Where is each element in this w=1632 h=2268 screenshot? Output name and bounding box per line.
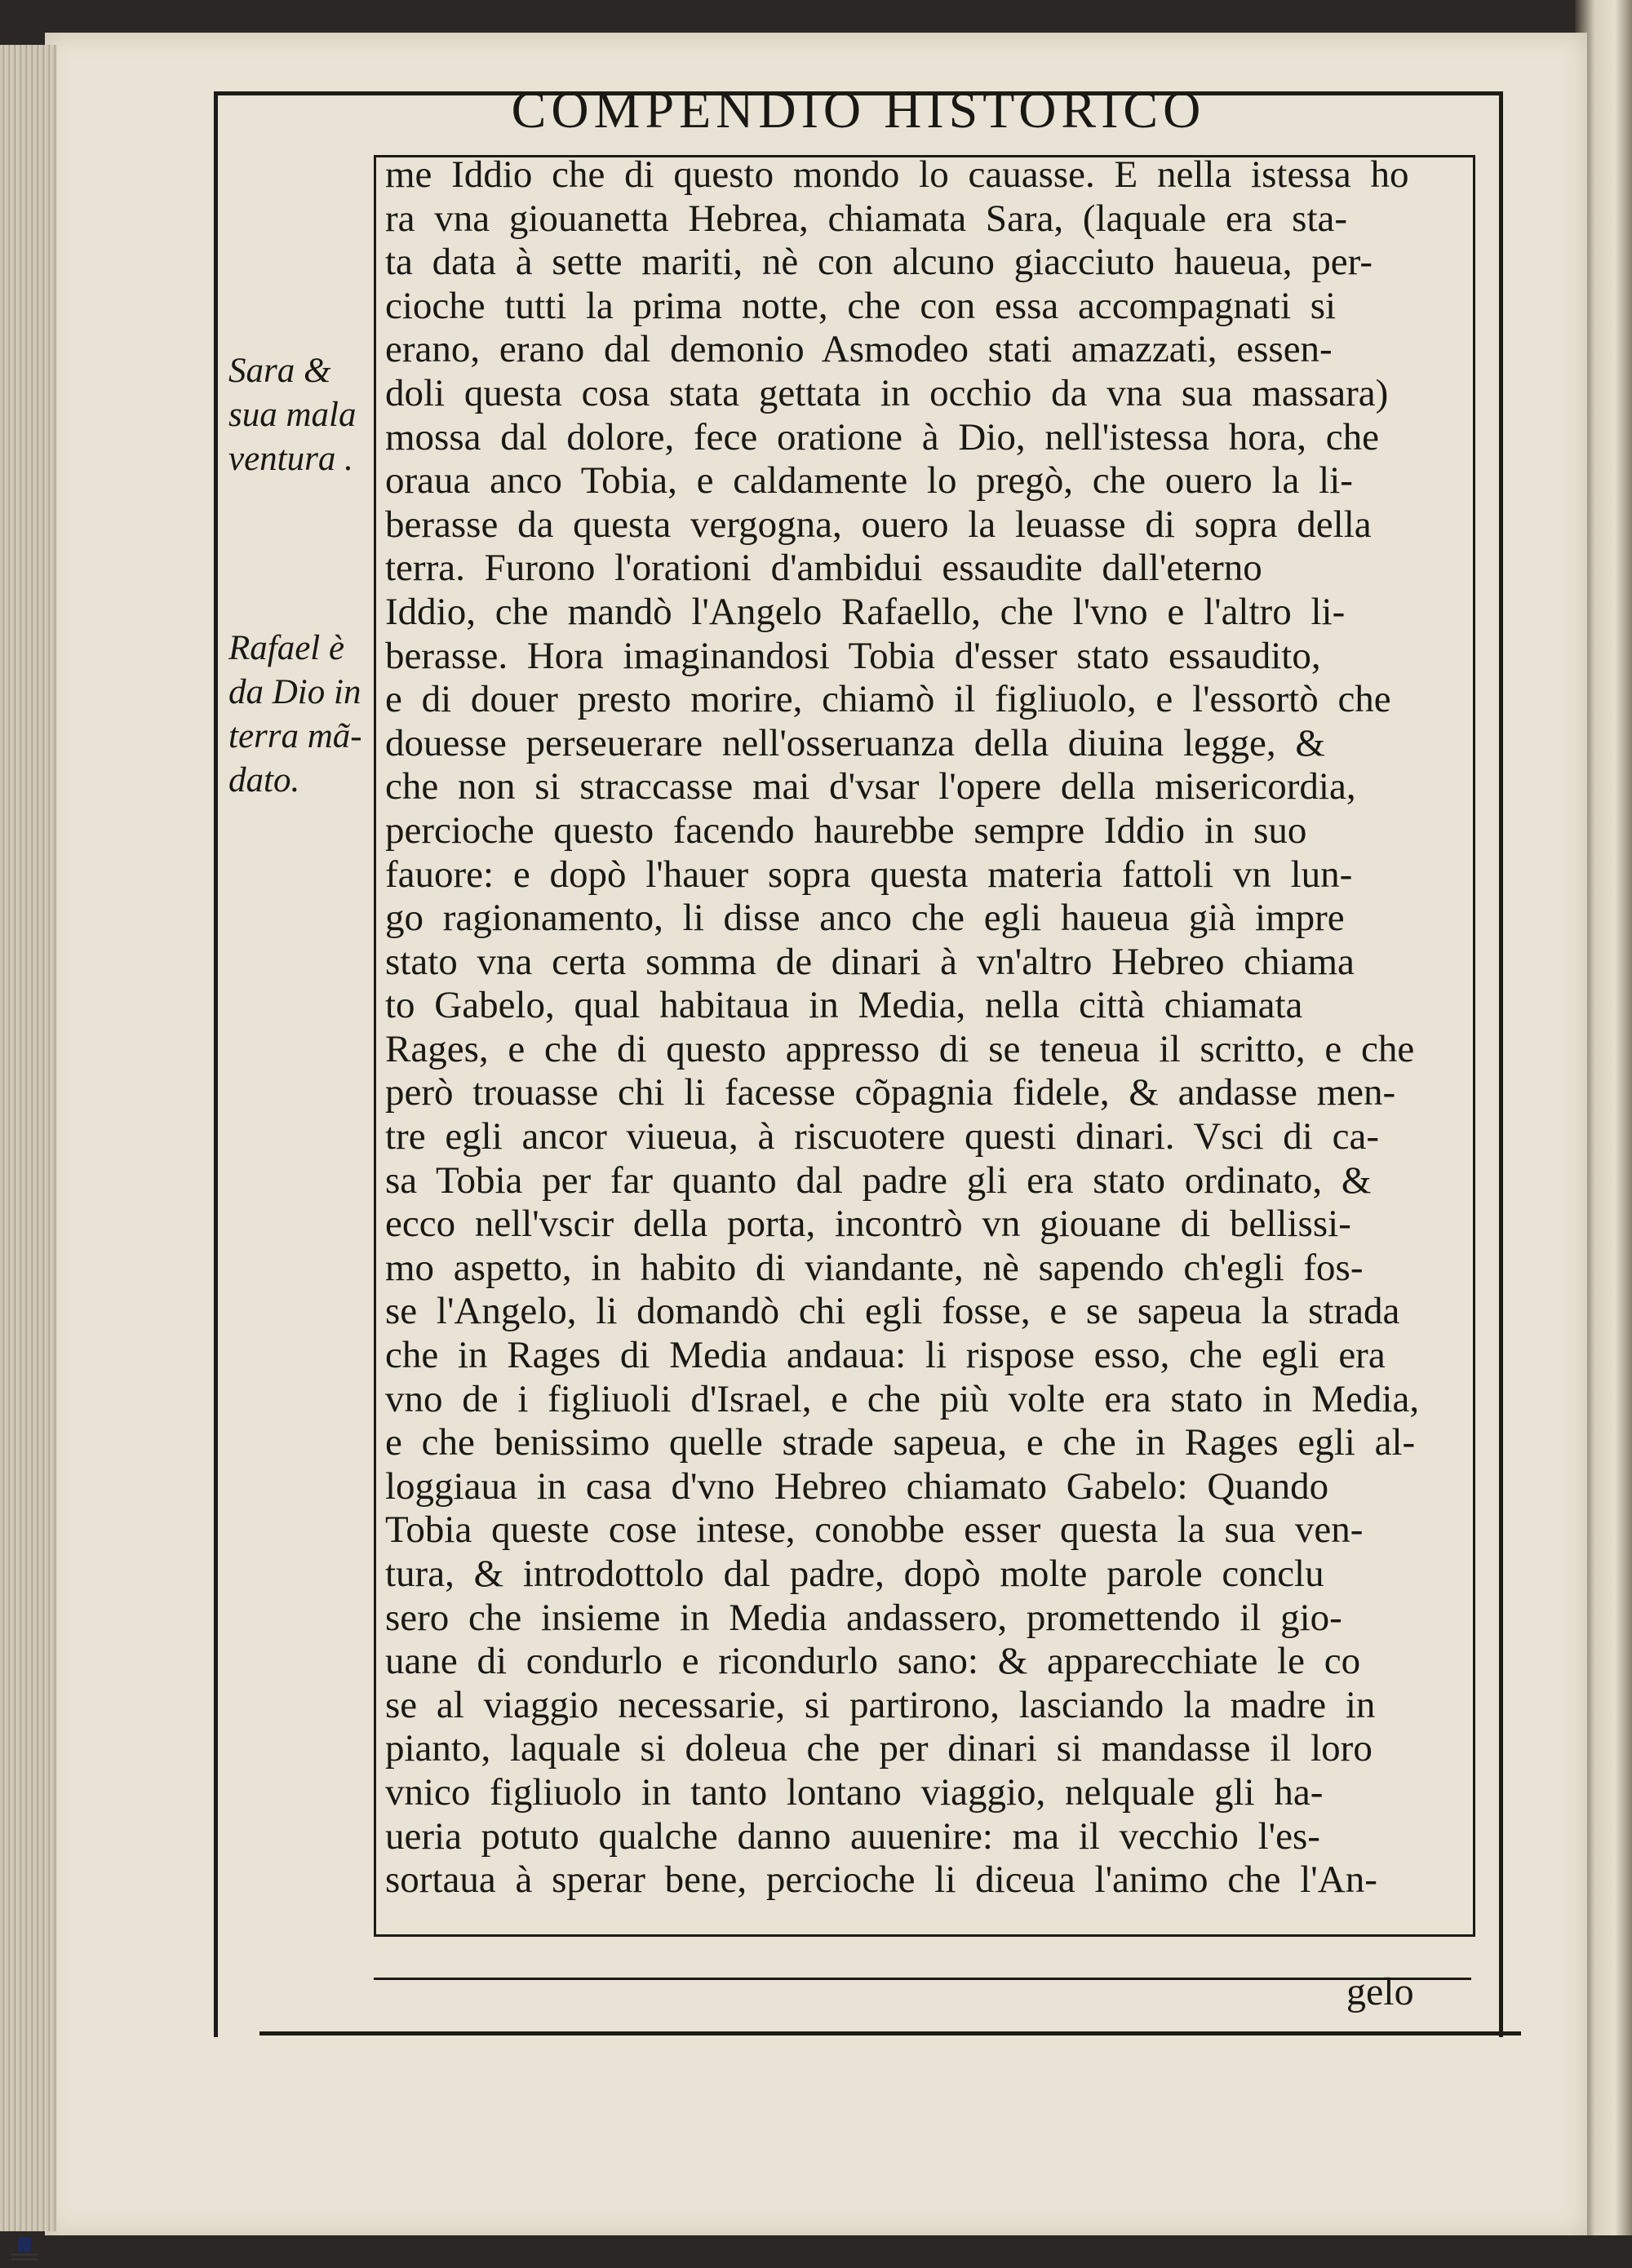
text-line: tre egli ancor viueua, à riscuotere questi dinari. Vsci di ca-	[385, 1115, 1379, 1158]
catchword: gelo	[1346, 1970, 1414, 2013]
text-line: e di douer presto morire, chiamò il figliuolo, e l'essortò che	[385, 678, 1391, 721]
marginal-note-line: ventura .	[228, 440, 353, 478]
text-line: oraua anco Tobia, e caldamente lo pregò, che ouero la li-	[385, 459, 1353, 503]
marginal-note-line: sua mala	[228, 396, 357, 434]
text-line: to Gabelo, qual habitaua in Media, nella città chiamata	[385, 984, 1303, 1027]
text-line: vno de i figliuoli d'Israel, e che più volte era stato in Media,	[385, 1377, 1420, 1420]
text-block-bottom-rule	[374, 1978, 1471, 1980]
text-line: se al viaggio necessarie, si partirono, lasciando la madre in	[385, 1683, 1376, 1726]
text-line: mo aspetto, in habito di viandante, nè sapendo ch'egli fos-	[385, 1246, 1364, 1289]
text-line: pianto, laquale si doleua che per dinari si mandasse il loro	[385, 1727, 1373, 1770]
stacked-page-edges	[0, 45, 57, 2231]
text-line: ecco nell'vscir della porta, incontrò vn giouane di bellissi-	[385, 1203, 1351, 1246]
text-line: me Iddio che di questo mondo lo cauasse. E nella istessa ho	[385, 153, 1409, 196]
text-line: vnico figliuolo in tanto lontano viaggio, nelquale gli ha-	[385, 1770, 1324, 1814]
text-line: Iddio, che mandò l'Angelo Rafaello, che l'vno e l'altro li-	[385, 590, 1346, 633]
text-line: percioche questo facendo haurebbe sempre Iddio in suo	[385, 808, 1307, 852]
text-line: berasse da questa vergogna, ouero la leuasse di sopra della	[385, 503, 1372, 546]
text-line: sero che insieme in Media andassero, promettendo il gio-	[385, 1596, 1342, 1639]
text-line: erano, erano dal demonio Asmodeo stati amazzati, essen-	[385, 328, 1333, 371]
text-line: Rages, e che di questo appresso di se teneua il scritto, e che	[385, 1027, 1415, 1070]
text-line: fauore: e dopò l'hauer sopra questa materia fattoli vn lun-	[385, 853, 1353, 896]
text-line: se l'Angelo, li domandò chi egli fosse, e se sapeua la strada	[385, 1290, 1400, 1333]
marginal-note-line: terra mã-	[228, 717, 362, 755]
text-line: berasse. Hora imaginandosi Tobia d'esser stato essaudito,	[385, 634, 1321, 677]
marginal-note-rafael	[228, 627, 375, 803]
text-line: uane di condurlo e ricondurlo sano: & apparecchiate le co	[385, 1640, 1361, 1683]
text-line: ueria potuto qualche danno auuenire: ma il vecchio l'es-	[385, 1814, 1320, 1858]
running-header: COMPENDIO HISTORICO	[511, 81, 1206, 139]
text-line: che in Rages di Media andaua: li rispose esso, che egli era	[385, 1334, 1386, 1377]
text-line: doli questa cosa stata gettata in occhio da vna sua massara)	[385, 371, 1389, 414]
marginal-note-line: da Dio in	[228, 673, 361, 711]
text-line: cioche tutti la prima notte, che con essa accompagnati si	[385, 284, 1337, 327]
text-line: ra vna giouanetta Hebrea, chiamata Sara, (laquale era sta-	[385, 197, 1348, 240]
marginal-note-line: Sara &	[228, 352, 331, 390]
main-text-block	[385, 153, 1462, 1903]
text-line: stato vna certa somma de dinari à vn'altro Hebreo chiama	[385, 940, 1355, 983]
text-line: loggiaua in casa d'vno Hebreo chiamato Gabelo: Quando	[385, 1464, 1329, 1508]
text-line: che non si straccasse mai d'vsar l'opere della misericordia,	[385, 765, 1356, 808]
text-line: però trouasse chi li facesse cõpagnia fidele, & andasse men-	[385, 1071, 1396, 1114]
outer-frame-bottom-rule	[259, 2031, 1521, 2035]
text-line: sa Tobia per far quanto dal padre gli era stato ordinato, &	[385, 1158, 1372, 1202]
text-line: ta data à sette mariti, nè con alcuno giacciuto haueua, per-	[385, 241, 1373, 284]
text-line: terra. Furono l'orationi d'ambidui essaudite dall'eterno	[385, 547, 1262, 590]
text-line: go ragionamento, li disse anco che egli haueua già impre	[385, 897, 1345, 940]
text-line: e che benissimo quelle strade sapeua, e che in Rages egli al-	[385, 1421, 1416, 1464]
text-line: douesse perseuerare nell'osseruanza della diuina legge, &	[385, 721, 1325, 764]
text-line: tura, & introdottolo dal padre, dopò molte parole conclu	[385, 1553, 1324, 1595]
marginal-note-line: Rafael è	[228, 629, 345, 667]
text-line: Tobia queste cose intese, conobbe esser questa la sua ven-	[385, 1508, 1364, 1552]
marginal-note-line: dato.	[228, 761, 300, 800]
text-line: mossa dal dolore, fece oratione à Dio, nell'istessa hora, che	[385, 415, 1379, 458]
text-line: sortaua à sperar bene, percioche li diceua l'animo che l'An-	[385, 1858, 1377, 1902]
library-logo-icon	[7, 2235, 42, 2263]
marginal-note-sara	[228, 349, 375, 481]
